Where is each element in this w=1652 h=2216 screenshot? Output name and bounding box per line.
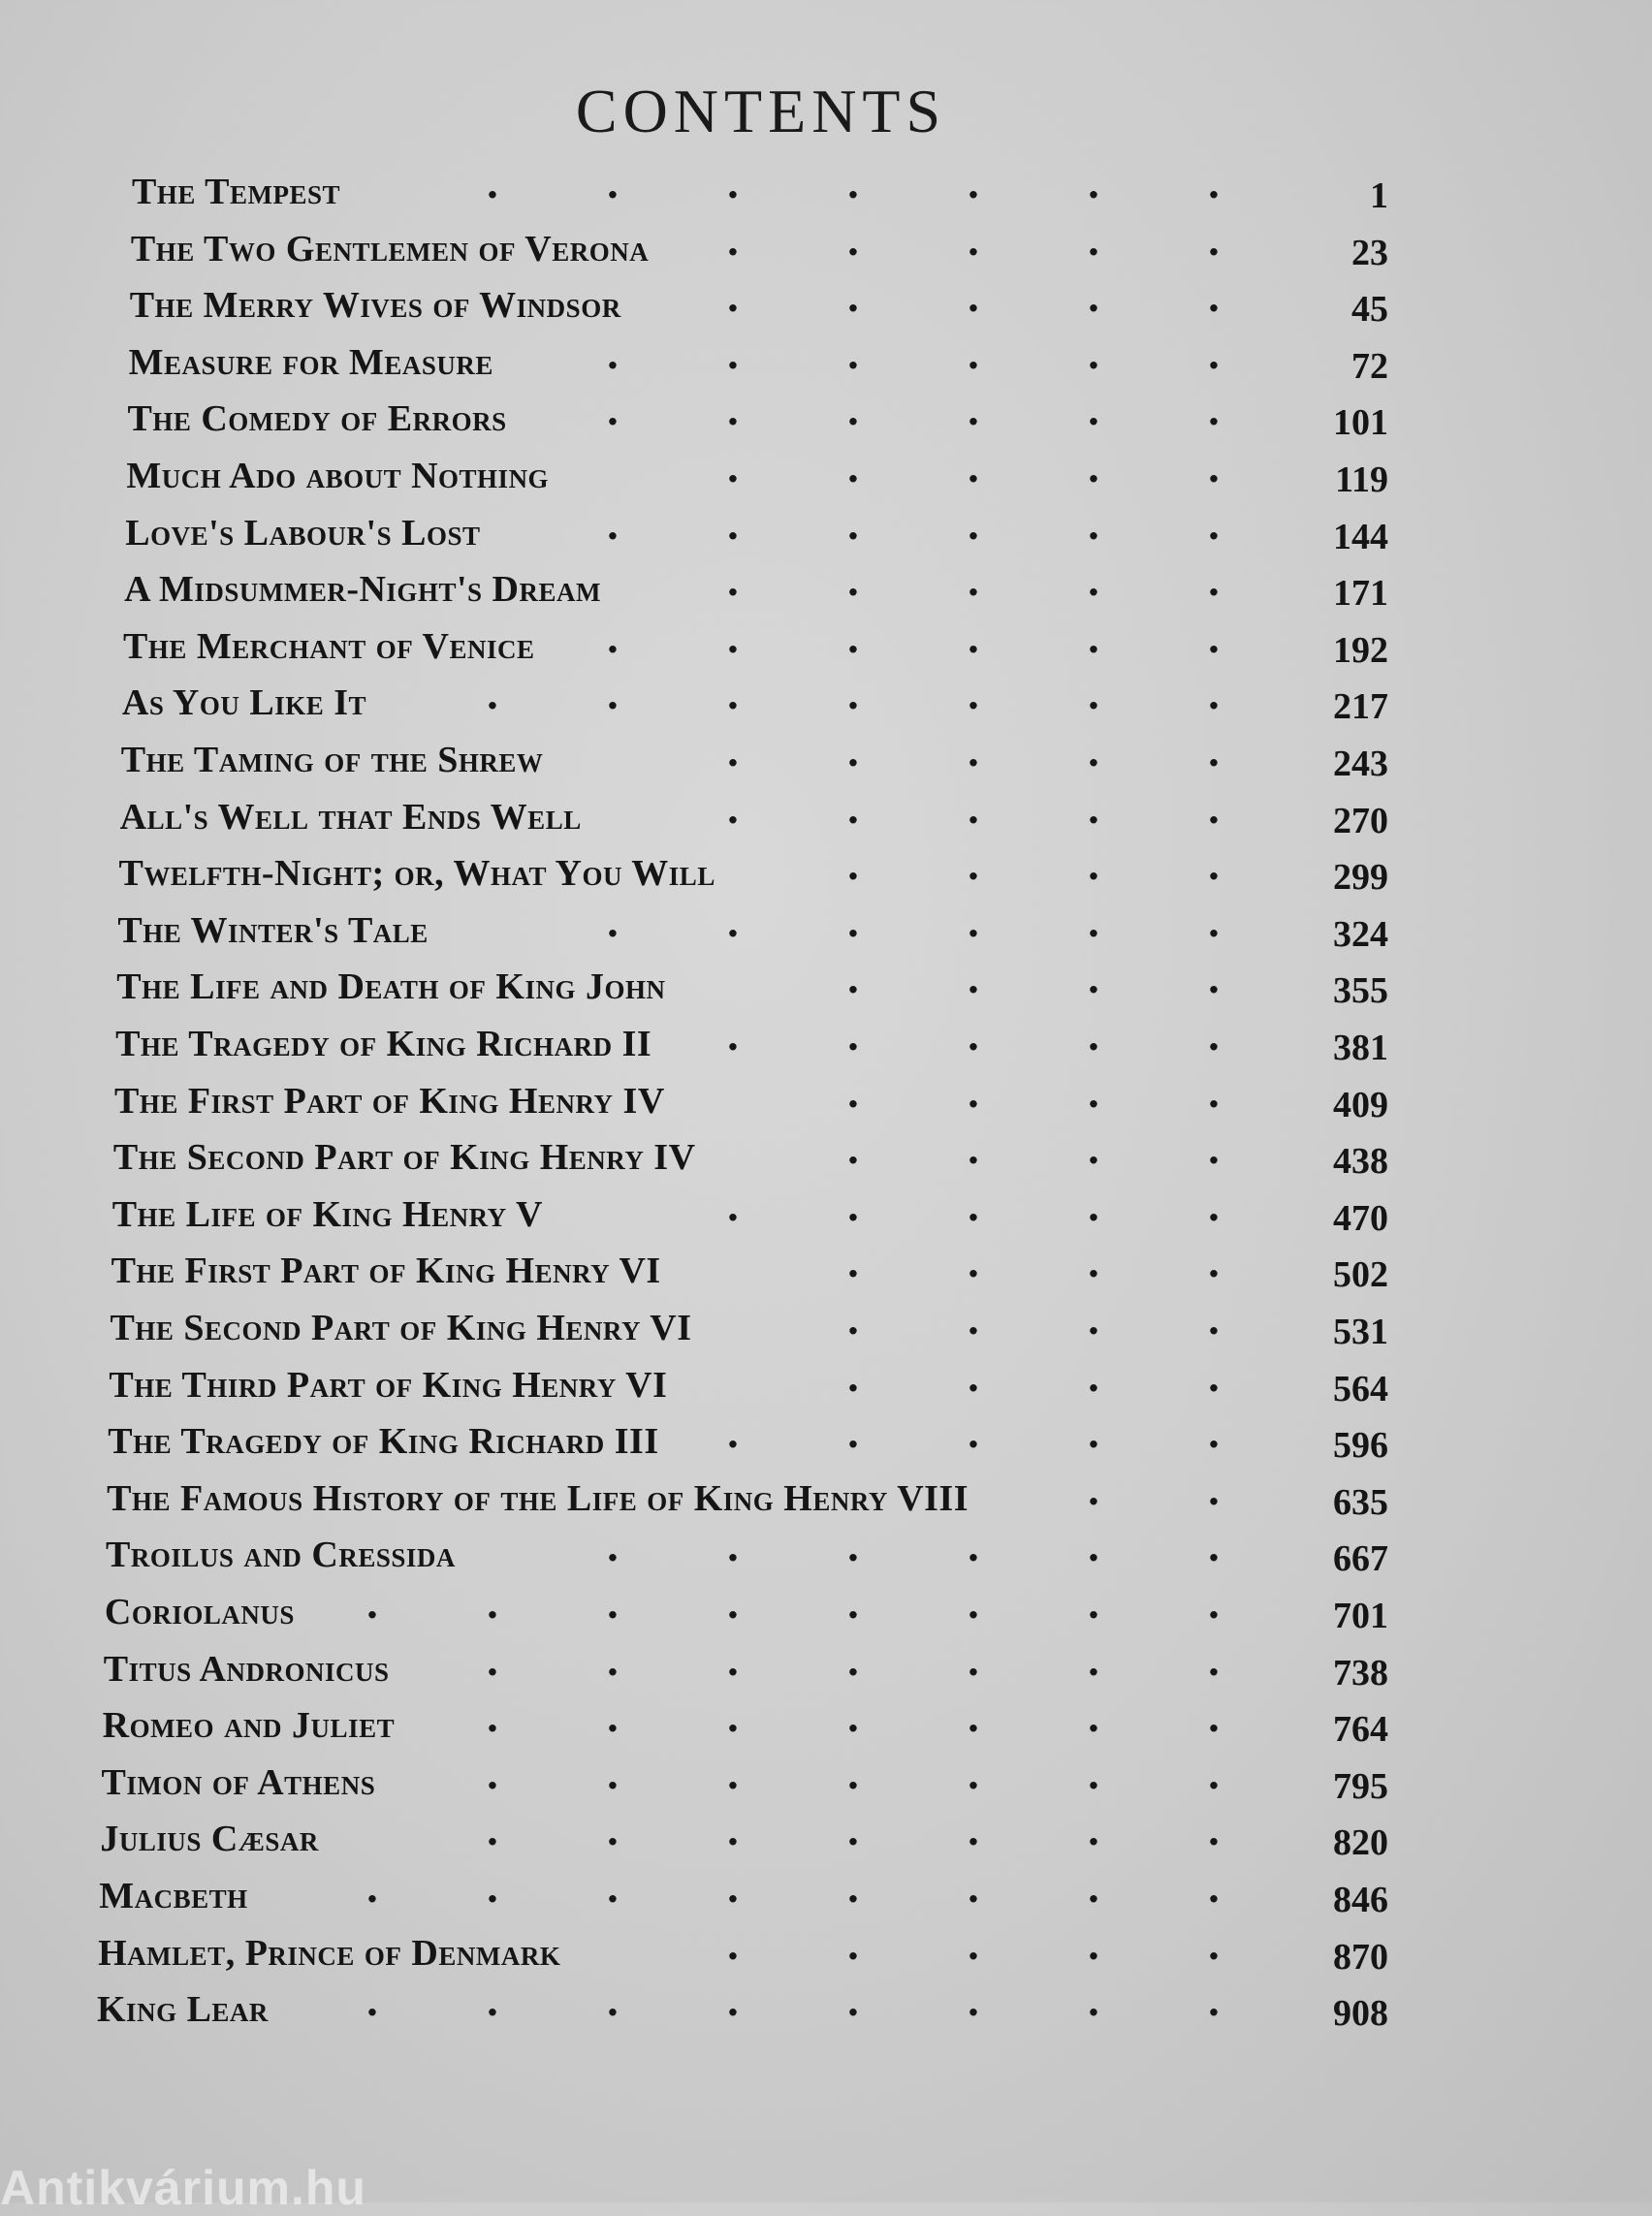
toc-entry-title: Coriolanus: [104, 1592, 295, 1632]
toc-entry-title: King Lear: [97, 1989, 269, 2031]
toc-entry-title: The Tempest: [132, 172, 341, 212]
toc-entry-title: Macbeth: [99, 1876, 248, 1916]
toc-entry: [0, 1468, 1652, 1528]
dot-leader: ....: [846, 957, 1221, 1003]
dot-leader: .....: [726, 786, 1221, 833]
toc-entry-title: The Famous History of the Life of King Henry VIII: [107, 1477, 969, 1519]
toc-entry-page-number: 270: [1333, 800, 1388, 841]
toc-entry-page-number: 243: [1333, 744, 1388, 784]
toc-entry: [0, 502, 1652, 562]
toc-entry: [0, 730, 1652, 789]
dot-leader: .....: [726, 559, 1221, 606]
toc-entry-page-number: 101: [1333, 402, 1388, 444]
toc-entry-title: The Second Part of King Henry VI: [110, 1308, 692, 1348]
toc-entry-title: Timon of Athens: [101, 1761, 376, 1803]
toc-entry: [0, 1241, 1652, 1300]
toc-entry-title: The Merchant of Venice: [123, 625, 535, 667]
toc-entry-title: The Tragedy of King Richard III: [108, 1421, 659, 1463]
toc-entry: [0, 1866, 1652, 1925]
dot-leader: ......: [606, 389, 1221, 435]
toc-entry: [0, 162, 1652, 221]
toc-entry-title: Love's Labour's Lost: [125, 512, 481, 554]
toc-entry-page-number: 119: [1335, 459, 1388, 500]
toc-entry: [0, 389, 1652, 448]
dot-leader: ......: [606, 332, 1221, 378]
dot-leader: .....: [726, 446, 1221, 491]
toc-entry: [0, 673, 1652, 732]
toc-entry: [0, 843, 1652, 902]
toc-entry-title: The First Part of King Henry IV: [114, 1080, 665, 1122]
toc-entry-page-number: 667: [1333, 1538, 1388, 1580]
toc-entry-title: The Tragedy of King Richard II: [115, 1024, 652, 1064]
toc-entry-title: Titus Andronicus: [103, 1648, 390, 1690]
toc-entry-page-number: 795: [1333, 1765, 1388, 1807]
toc-entry-title: The Winter's Tale: [117, 909, 429, 951]
toc-entry-page-number: 564: [1333, 1368, 1388, 1409]
toc-entry-page-number: 908: [1333, 1993, 1388, 2035]
toc-entry-title: The Life and Death of King John: [116, 966, 666, 1008]
toc-entry: [0, 1979, 1652, 2039]
toc-entry-title: The Taming of the Shrew: [120, 740, 544, 780]
toc-entry: [0, 786, 1652, 846]
dot-leader: .....: [726, 275, 1221, 322]
toc-entry-title: Hamlet, Prince of Denmark: [98, 1932, 561, 1974]
toc-entry-title: The Third Part of King Henry VI: [109, 1364, 668, 1406]
toc-entry-page-number: 171: [1333, 573, 1388, 615]
toc-entry-page-number: 144: [1333, 516, 1388, 557]
toc-entry-title: The Second Part of King Henry IV: [112, 1137, 696, 1179]
dot-leader: ..: [1087, 1468, 1221, 1514]
dot-leader: ....: [846, 1070, 1221, 1117]
toc-entry-page-number: 502: [1333, 1254, 1388, 1296]
toc-entry: [0, 1752, 1652, 1812]
toc-entry: [0, 1354, 1652, 1414]
toc-entry-title: Measure for Measure: [128, 341, 493, 383]
toc-entry-title: The Comedy of Errors: [127, 398, 507, 440]
dot-leader: ......: [606, 502, 1221, 549]
dot-leader: ......: [606, 616, 1221, 662]
toc-entry-title: Romeo and Juliet: [102, 1705, 396, 1747]
toc-entry: [0, 1809, 1652, 1868]
toc-entry-page-number: 355: [1333, 970, 1388, 1012]
toc-entry: [0, 1070, 1652, 1130]
toc-entry: [0, 559, 1652, 618]
dot-leader: ....: [846, 843, 1221, 890]
toc-entry: [0, 1922, 1652, 1982]
table-of-contents: [0, 162, 1652, 2036]
dot-leader: .....: [726, 1411, 1221, 1458]
toc-entry-page-number: 470: [1333, 1197, 1388, 1239]
toc-entry-page-number: 381: [1333, 1028, 1388, 1068]
toc-entry-title: All's Well that Ends Well: [119, 796, 582, 838]
dot-leader: .......: [486, 1752, 1221, 1798]
toc-entry-page-number: 738: [1333, 1652, 1388, 1694]
toc-entry-page-number: 820: [1333, 1822, 1388, 1864]
toc-entry: [0, 1695, 1652, 1755]
toc-entry: [0, 1525, 1652, 1584]
toc-entry: [0, 275, 1652, 334]
toc-entry-page-number: 531: [1333, 1312, 1388, 1352]
toc-entry: [0, 1638, 1652, 1698]
toc-entry-page-number: 635: [1333, 1481, 1388, 1523]
toc-entry: [0, 1298, 1652, 1357]
toc-entry-title: The Merry Wives of Windsor: [129, 285, 621, 327]
toc-entry-page-number: 192: [1333, 629, 1388, 671]
toc-entry: [0, 1582, 1652, 1641]
dot-leader: ......: [606, 1525, 1221, 1571]
toc-entry: [0, 1127, 1652, 1187]
dot-leader: .......: [486, 1695, 1221, 1742]
toc-entry-page-number: 596: [1333, 1425, 1388, 1467]
toc-entry-page-number: 324: [1333, 913, 1388, 955]
dot-leader: ....: [846, 1354, 1221, 1401]
dot-leader: .......: [486, 673, 1221, 719]
dot-leader: ....: [846, 1298, 1221, 1344]
toc-entry: [0, 957, 1652, 1016]
toc-entry-title: The First Part of King Henry VI: [111, 1250, 661, 1292]
dot-leader: ........: [365, 1866, 1221, 1912]
dot-leader: .....: [726, 218, 1221, 265]
toc-entry-page-number: 72: [1351, 345, 1388, 387]
toc-entry-page-number: 23: [1351, 232, 1388, 273]
toc-entry-page-number: 764: [1333, 1709, 1388, 1751]
page-title: CONTENTS: [575, 77, 947, 145]
dot-leader: .....: [726, 730, 1221, 776]
toc-entry: [0, 1411, 1652, 1471]
dot-leader: .......: [486, 162, 1221, 207]
toc-entry: [0, 900, 1652, 960]
dot-leader: .....: [726, 1184, 1221, 1230]
toc-entry: [0, 446, 1652, 505]
toc-entry: [0, 218, 1652, 278]
toc-entry-page-number: 409: [1333, 1084, 1388, 1125]
toc-entry-page-number: 870: [1333, 1936, 1388, 1978]
toc-entry-page-number: 45: [1351, 289, 1388, 331]
toc-entry-page-number: 217: [1333, 686, 1388, 728]
dot-leader: .....: [726, 1922, 1221, 1969]
dot-leader: ........: [365, 1979, 1221, 2026]
toc-entry-page-number: 1: [1370, 175, 1388, 216]
toc-entry-title: The Life of King Henry V: [111, 1193, 543, 1235]
toc-entry-page-number: 438: [1333, 1141, 1388, 1183]
toc-entry: [0, 332, 1652, 392]
toc-entry-page-number: 846: [1333, 1880, 1388, 1920]
toc-entry-title: Julius Cæsar: [100, 1819, 319, 1860]
dot-leader: .......: [486, 1638, 1221, 1685]
toc-entry-page-number: 299: [1333, 857, 1388, 899]
toc-entry: [0, 616, 1652, 676]
toc-entry-page-number: 701: [1333, 1596, 1388, 1636]
dot-leader: ....: [846, 1241, 1221, 1287]
toc-entry-title: Troilus and Cressida: [106, 1535, 456, 1576]
toc-entry-title: Twelfth-Night; or, What You Will: [118, 853, 715, 895]
toc-entry: [0, 1184, 1652, 1244]
dot-leader: .....: [726, 1014, 1221, 1060]
dot-leader: ......: [606, 900, 1221, 946]
toc-entry-title: The Two Gentlemen of Verona: [130, 228, 650, 269]
toc-entry-title: Much Ado about Nothing: [126, 456, 550, 496]
dot-leader: .......: [486, 1809, 1221, 1855]
toc-entry-title: As You Like It: [121, 682, 367, 724]
toc-entry: [0, 1014, 1652, 1073]
watermark: Antikvárium.hu: [0, 2161, 366, 2215]
dot-leader: ....: [846, 1127, 1221, 1174]
toc-entry-title: A Midsummer-Night's Dream: [124, 569, 601, 611]
dot-leader: ........: [365, 1582, 1221, 1628]
